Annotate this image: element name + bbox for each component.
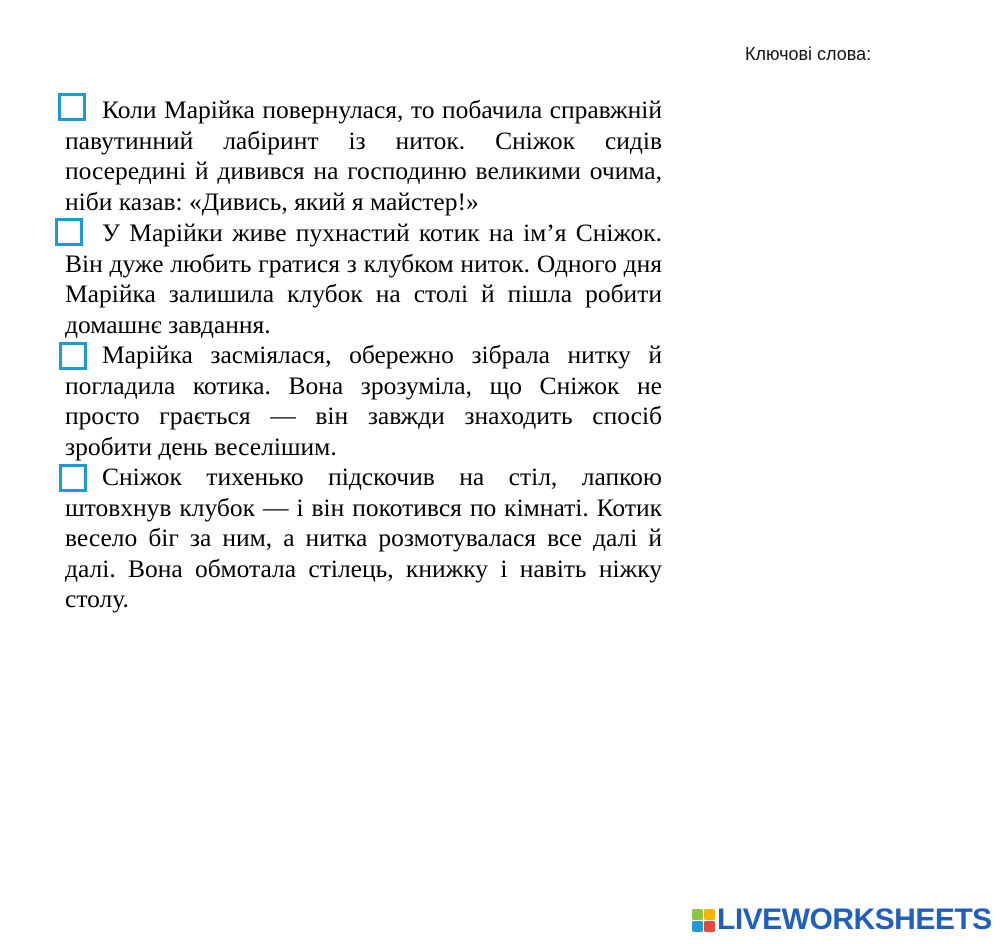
liveworksheets-logo (692, 904, 992, 936)
logo-text: LIVEWORKSHEETS (717, 903, 992, 936)
order-answer-box-3[interactable] (59, 342, 87, 370)
story-paragraph-4: Сніжок тихенько підскочив на стіл, лапкою штовхнув клубок — і він покотився по кімнаті. Котик весело біг за ним, а нитка розмотувалася все далі й далі. Вона обмотала стілець, книжку і навіть ніжку столу. (65, 462, 662, 613)
order-answer-box-4[interactable] (59, 464, 87, 492)
logo-square-red (704, 921, 715, 932)
keywords-label: Ключові слова: (745, 44, 872, 64)
story-paragraph-3: Марійка засміялася, обережно зібрала нитку й погладила котика. Вона зрозуміла, що Сніжок не просто грається — він завжди знаходить спосіб зробити день веселішим. (65, 340, 662, 461)
order-answer-box-1[interactable] (58, 93, 86, 121)
story-paragraph-1: Коли Марійка повернулася, то побачила справжній павутинний лабіринт із ниток. Сніжок сидів посередині й дивився на господиню великими очима, ніби казав: «Дивись, який я майстер!» (65, 95, 662, 216)
logo-square-green (692, 909, 703, 920)
logo-square-blue (692, 921, 703, 932)
story-paragraph-2: У Марійки живе пухнастий котик на ім’я Сніжок. Він дуже любить гратися з клубком ниток. Одного дня Марійка залишила клубок на столі й пішла робити домашнє завдання. (65, 218, 662, 339)
logo-mark-icon (692, 909, 715, 932)
order-answer-box-2[interactable] (55, 218, 83, 246)
logo-square-yellow (704, 909, 715, 920)
